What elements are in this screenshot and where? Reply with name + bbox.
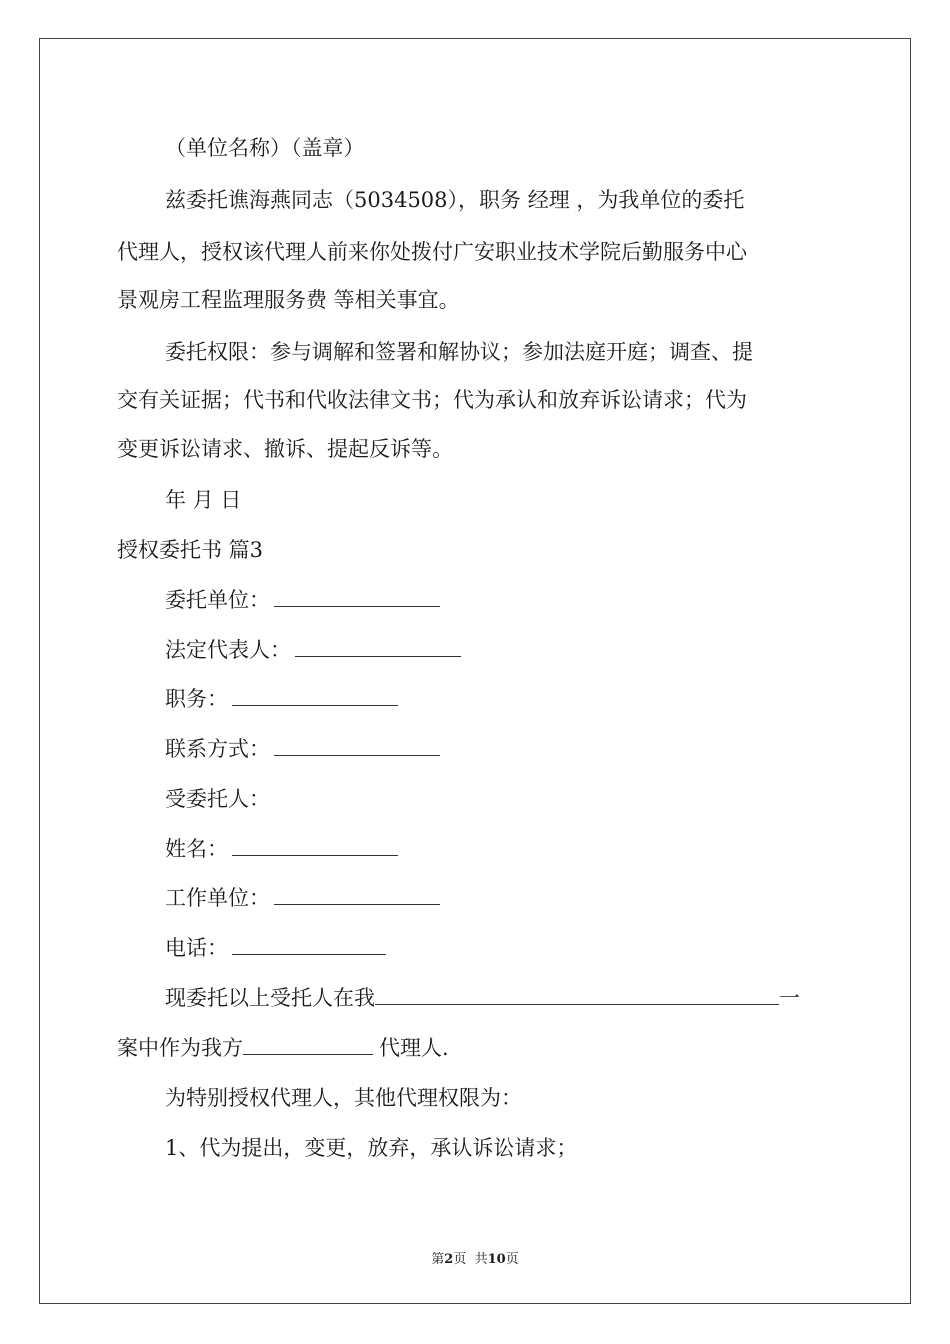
date-line: 年 月 日	[165, 488, 242, 512]
para1-line2: 代理人，授权该代理人前来你处拨付广安职业技术学院后勤服务中心	[117, 240, 747, 264]
footer-total-pages: 10	[487, 1252, 506, 1267]
contact-label: 联系方式：	[165, 737, 270, 761]
entrust-statement-line1	[165, 985, 800, 1011]
entrust-unit-blank	[274, 588, 440, 607]
agent-role-blank	[243, 1036, 373, 1055]
phone-blank	[232, 936, 386, 955]
entrust-statement-start: 现委托以上受托人在我	[165, 986, 375, 1010]
name-field	[165, 836, 398, 862]
section-title: 授权委托书 篇3	[117, 538, 264, 562]
entrust-unit-field	[165, 587, 440, 613]
org-seal-line: （单位名称）（盖章）	[165, 136, 365, 160]
entrust-role-end: 代理人.	[379, 1036, 449, 1060]
entrust-statement-end: 一	[779, 986, 800, 1010]
entrust-role-start: 案中作为我方	[117, 1036, 243, 1060]
footer-suffix: 页	[505, 1252, 519, 1267]
para1-line1: 兹委托谯海燕同志（5034508），职务 经理 ，为我单位的委托	[165, 188, 745, 212]
special-auth-line: 为特别授权代理人，其他代理权限为：	[165, 1086, 522, 1110]
footer-prefix: 第	[431, 1252, 445, 1267]
case-blank	[375, 986, 779, 1005]
position-label: 职务：	[165, 687, 228, 711]
legal-rep-blank	[295, 638, 461, 657]
contact-field	[165, 736, 440, 762]
footer-page-number: 2	[444, 1252, 454, 1267]
auth-item-1: 1、代为提出，变更，放弃，承认诉讼请求；	[165, 1136, 578, 1160]
work-unit-blank	[274, 886, 440, 905]
legal-rep-field	[165, 637, 461, 663]
contact-blank	[274, 737, 440, 756]
work-unit-field	[165, 885, 440, 911]
footer-mid: 页 共	[453, 1252, 488, 1267]
legal-rep-label: 法定代表人：	[165, 638, 291, 662]
name-blank	[232, 837, 398, 856]
phone-field	[165, 935, 386, 961]
position-blank	[232, 687, 398, 706]
entrust-unit-label: 委托单位：	[165, 588, 270, 612]
page-footer	[0, 1248, 950, 1267]
entrust-statement-line2	[117, 1035, 449, 1061]
para2-line1: 委托权限：参与调解和签署和解协议；参加法庭开庭；调查、提	[165, 340, 753, 364]
para1-line3: 景观房工程监理服务费 等相关事宜。	[117, 288, 460, 312]
para2-line2: 交有关证据；代书和代收法律文书；代为承认和放弃诉讼请求；代为	[117, 388, 747, 412]
document-page	[39, 38, 911, 1304]
trustee-label: 受委托人：	[165, 787, 270, 811]
position-field	[165, 686, 398, 712]
para2-line3: 变更诉讼请求、撤诉、提起反诉等。	[117, 437, 453, 461]
name-label: 姓名：	[165, 837, 228, 861]
work-unit-label: 工作单位：	[165, 886, 270, 910]
phone-label: 电话：	[165, 936, 228, 960]
